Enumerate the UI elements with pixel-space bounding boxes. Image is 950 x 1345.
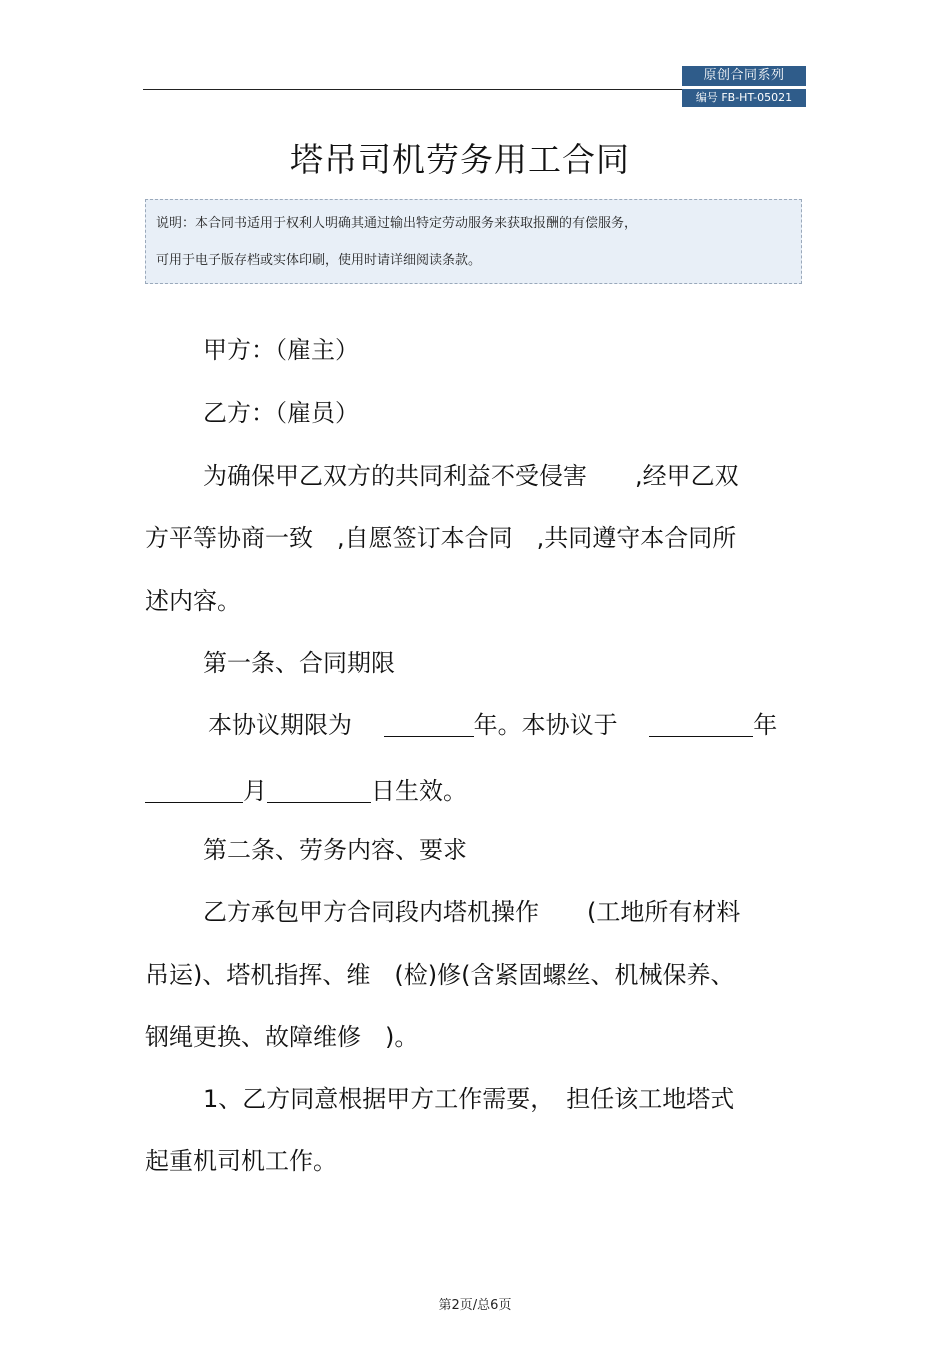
item-1-line-1: 1、乙方同意根据甲方工作需要， 担任该工地塔式	[203, 1085, 735, 1113]
intro-line-3: 述内容。	[145, 587, 241, 615]
document-title: 塔吊司机劳务用工合同	[290, 140, 630, 179]
note-line-2: 可用于电子版存档或实体印刷，使用时请详细阅读条款。	[156, 253, 482, 268]
article-1-line-1	[208, 705, 777, 740]
month-blank[interactable]	[145, 780, 243, 803]
intro-line-2: 方平等协商一致 ,自愿签订本合同 ,共同遵守本合同所	[145, 524, 737, 552]
article-1-line-2	[145, 771, 467, 806]
page-number: 第2页/总6页	[438, 1298, 512, 1313]
article-2-line-3: 钢绳更换、故障维修 )。	[145, 1023, 419, 1051]
article-1-title: 第一条、合同期限	[203, 649, 395, 677]
article-2-line-1: 乙方承包甲方合同段内塔机操作 (工地所有材料	[203, 898, 741, 926]
header-rule	[143, 89, 683, 90]
code-badge: 编号 FB-HT-05021	[682, 89, 806, 107]
note-line-1: 说明：本合同书适用于权利人明确其通过输出特定劳动服务来获取报酬的有偿服务，	[156, 216, 638, 231]
article-2-line-2: 吊运)、塔机指挥、维 (检)修(含紧固螺丝、机械保养、	[145, 961, 735, 989]
article-2-title: 第二条、劳务内容、要求	[203, 836, 467, 864]
note-box	[145, 199, 802, 284]
item-1-line-2: 起重机司机工作。	[145, 1147, 337, 1175]
year-blank[interactable]	[649, 714, 753, 737]
day-effective: 日生效。	[371, 777, 467, 805]
series-badge: 原创合同系列	[682, 66, 806, 86]
years-blank[interactable]	[384, 714, 474, 737]
year-unit: 年	[753, 711, 778, 739]
term-text: 本协议期限为	[208, 711, 352, 739]
month-unit: 月	[243, 777, 267, 805]
day-blank[interactable]	[267, 780, 371, 803]
effective-text: 年。本协议于	[473, 711, 618, 739]
party-a: 甲方：（雇主）	[203, 336, 359, 364]
intro-line-1: 为确保甲乙双方的共同利益不受侵害 ,经甲乙双	[203, 462, 739, 490]
party-b: 乙方：（雇员）	[203, 399, 359, 427]
